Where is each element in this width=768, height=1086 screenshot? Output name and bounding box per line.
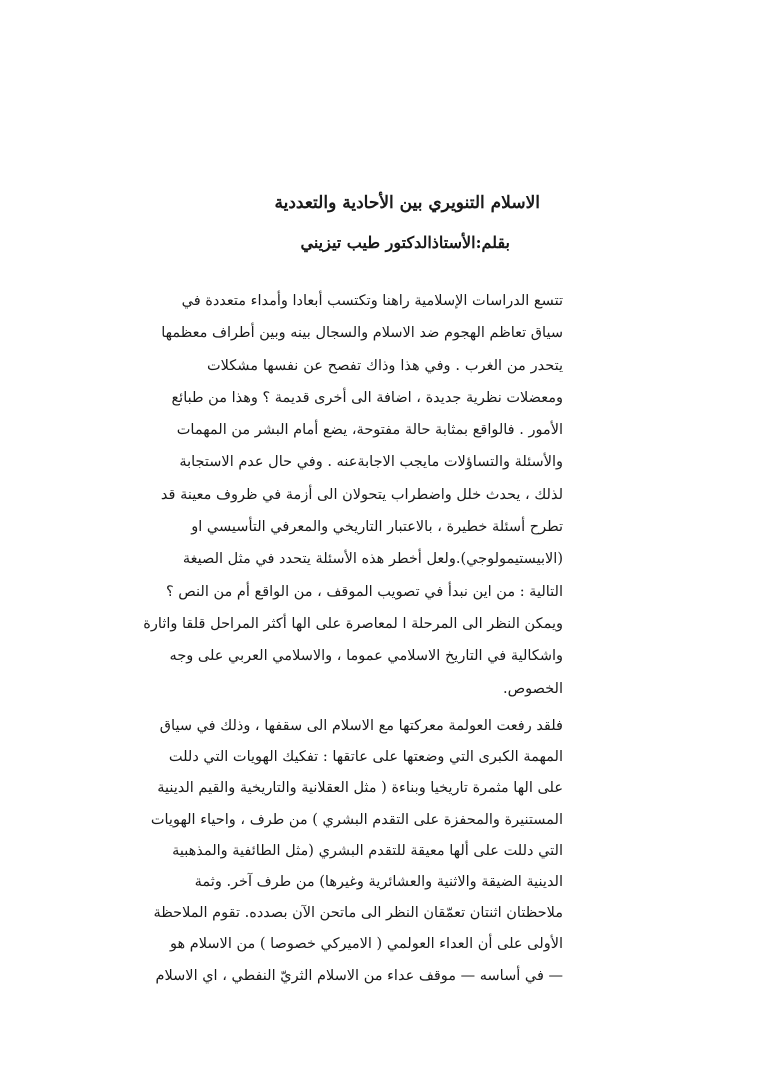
text-line: يتحدر من الغرب . وفي هذا وذاك تفصح عن نفسها مشكلات	[207, 357, 563, 374]
text-line: — في أساسه — موقف عداء من الاسلام الثريّ النفطي ، اي الاسلام	[155, 967, 563, 984]
text-line: الخصوص.	[502, 680, 563, 697]
text-line: واشكالية في التاريخ الاسلامي عموما ، والاسلامي العربي على وجه	[169, 648, 563, 665]
article-header	[200, 186, 540, 260]
text-line: الدينية الضيقة والاثنية والعشائرية وغيرها) من طرف آخر. وثمة	[194, 874, 563, 891]
paragraph-2	[150, 711, 563, 992]
text-line: التالية : من اين نبدأ في تصويب الموقف ، من الواقع أم من النص ؟	[165, 583, 563, 600]
text-line: سياق تعاظم الهجوم ضد الاسلام والسجال بينه وبين أطراف معظمها	[161, 325, 563, 342]
text-line: ومعضلات نظرية جديدة ، اضافة الى أخرى قديمة ؟ وهذا من طبائع	[171, 389, 563, 406]
text-line: والأسئلة والتساؤلات مايجب الاجابةعنه . وفي حال عدم الاستجابة	[179, 454, 563, 471]
text-line: ويمكن النظر الى المرحلة ا لمعاصرة على الها أكثر المراحل قلقا واثارة	[143, 615, 563, 632]
text-line: الأولى على أن العداء العولمي ( الاميركي خصوصا ) من الاسلام هو	[170, 936, 563, 953]
article-byline: بقلم:الأستاذالدكتور طيب تيزيني	[300, 233, 510, 252]
text-line: المستنيرة والمحفزة على التقدم البشري ) من طرف ، واحياء الهويات	[150, 811, 563, 828]
text-line: فلقد رفعت العولمة معركتها مع الاسلام الى سقفها ، وذلك في سياق	[159, 718, 563, 734]
text-line: على الها مثمرة تاريخيا وبناءة ( مثل العقلانية والتاريخية والقيم الدينية	[157, 780, 563, 797]
text-line: الأمور . فالواقع بمثابة حالة مفتوحة، يضع أمام البشر من المهمات	[176, 422, 563, 439]
text-line: (الابيستيمولوجي).ولعل أخطر هذه الأسئلة يتحدد في مثل الصيغة	[182, 551, 563, 568]
text-line: التي دللت على ألها معيقة للتقدم البشري (مثل الطائفية والمذهبية	[172, 842, 563, 859]
paragraph-1	[143, 285, 563, 705]
text-line: لذلك ، يحدث خلل واضطراب يتحولان الى أزمة في ظروف معينة قد	[160, 486, 563, 503]
text-line: تتسع الدراسات الإسلامية راهنا وتكتسب أبعادا وأمداء متعددة في	[181, 293, 563, 309]
article-title: الاسلام التنويري بين الأحادية والتعددية	[274, 193, 540, 213]
text-line: تطرح أسئلة خطيرة ، بالاعتبار التاريخي والمعرفي التأسيسي او	[191, 519, 563, 536]
text-line: المهمة الكبرى التي وضعتها على عاتقها : تفكيك الهويات التي دللت	[168, 749, 563, 766]
text-line: ملاحظتان اثنتان تعمّقان النظر الى ماتحن الآن بصدده. تقوم الملاحظة	[153, 905, 563, 922]
